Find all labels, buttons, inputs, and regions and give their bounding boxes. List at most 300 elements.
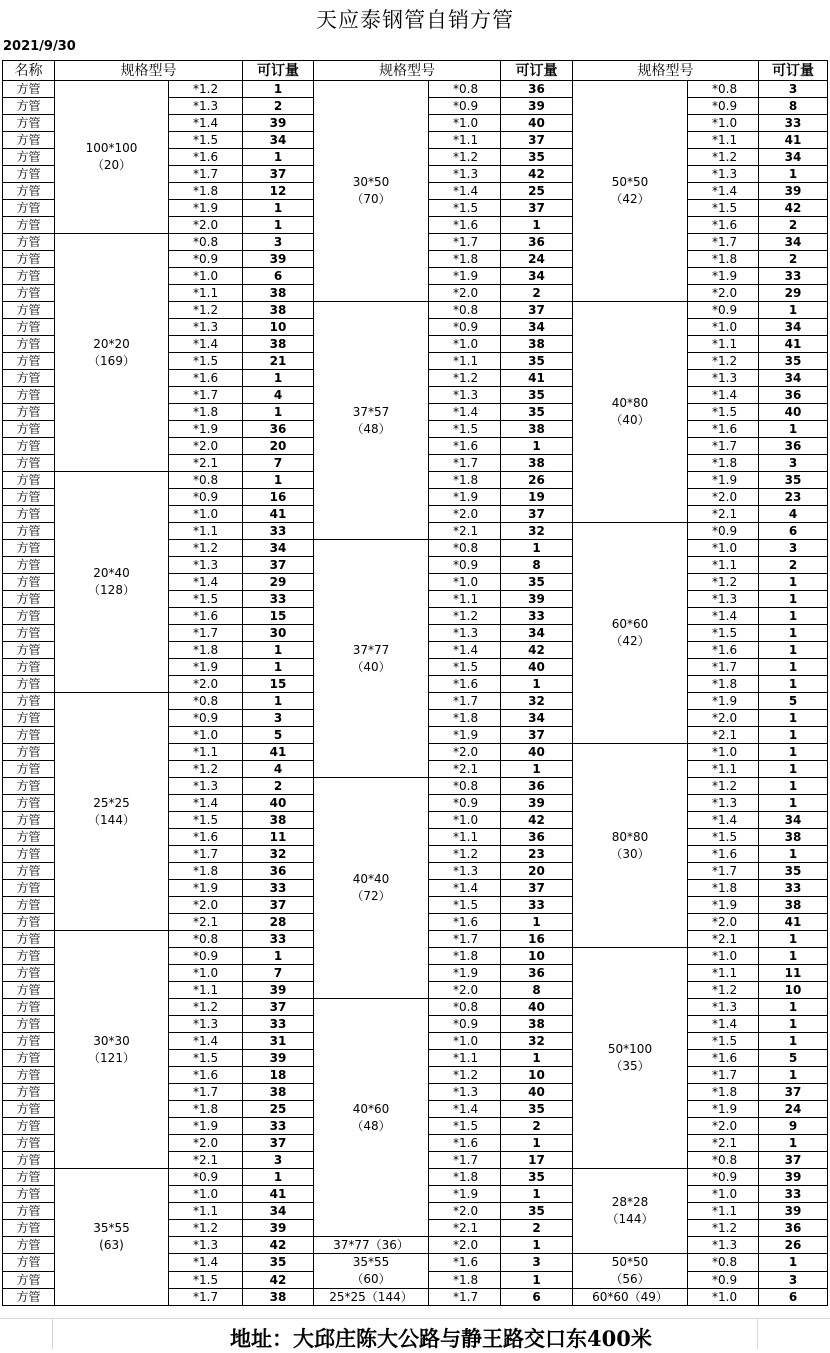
wall-thickness-cell: *2.0	[169, 676, 243, 693]
wall-thickness-cell: *1.7	[429, 234, 501, 251]
wall-thickness-cell: *2.1	[688, 931, 759, 948]
sheet-date: 2021/9/30	[3, 39, 76, 54]
name-cell: 方管	[3, 166, 55, 183]
qty-cell: 40	[759, 404, 828, 421]
footer-gridline	[757, 1319, 758, 1349]
qty-cell: 33	[759, 1186, 828, 1203]
qty-cell: 34	[759, 149, 828, 166]
qty-cell: 1	[501, 438, 573, 455]
wall-thickness-cell: *1.4	[429, 183, 501, 200]
wall-thickness-cell: *1.6	[688, 642, 759, 659]
wall-thickness-cell: *1.1	[169, 744, 243, 761]
qty-cell: 2	[759, 557, 828, 574]
size-count: （40）	[351, 659, 391, 674]
qty-cell: 38	[243, 302, 314, 319]
name-cell: 方管	[3, 1203, 55, 1220]
inventory-table	[2, 60, 828, 1306]
qty-cell: 1	[243, 404, 314, 421]
size-label: 30*30	[93, 1033, 130, 1048]
qty-cell: 38	[243, 336, 314, 353]
qty-cell: 37	[501, 302, 573, 319]
qty-cell: 39	[243, 1050, 314, 1067]
name-cell: 方管	[3, 948, 55, 965]
wall-thickness-cell: *1.8	[169, 183, 243, 200]
qty-cell: 33	[243, 880, 314, 897]
wall-thickness-cell: *1.5	[688, 1033, 759, 1050]
size-count: (63)	[99, 1238, 124, 1252]
size-label: 40*40	[352, 872, 390, 886]
name-cell: 方管	[3, 1152, 55, 1169]
wall-thickness-cell: *1.6	[169, 370, 243, 387]
wall-thickness-cell: *1.0	[688, 948, 759, 965]
wall-thickness-cell: *1.5	[169, 812, 243, 829]
wall-thickness-cell: *1.5	[429, 897, 501, 914]
qty-cell: 10	[759, 982, 828, 999]
qty-cell: 42	[759, 200, 828, 217]
wall-thickness-cell: *1.4	[688, 1016, 759, 1033]
size-label: 20*20	[93, 336, 130, 351]
wall-thickness-cell: *1.2	[688, 574, 759, 591]
name-cell: 方管	[3, 1237, 55, 1254]
size-cell	[55, 693, 169, 931]
qty-cell: 30	[243, 625, 314, 642]
qty-cell: 33	[759, 880, 828, 897]
qty-cell: 1	[501, 1271, 573, 1289]
address-text: 地址：大邱庄陈大公路与静王路交口东400米	[230, 1326, 652, 1351]
wall-thickness-cell: *1.9	[169, 1118, 243, 1135]
wall-thickness-cell: *2.0	[169, 1135, 243, 1152]
qty-cell: 35	[501, 1203, 573, 1220]
wall-thickness-cell: *1.8	[429, 251, 501, 268]
qty-cell: 1	[243, 1169, 314, 1186]
qty-cell: 1	[759, 778, 828, 795]
wall-thickness-cell: *1.8	[429, 710, 501, 727]
name-cell: 方管	[3, 234, 55, 251]
qty-cell: 2	[243, 778, 314, 795]
qty-cell: 35	[759, 472, 828, 489]
name-cell: 方管	[3, 217, 55, 234]
wall-thickness-cell: *1.5	[169, 1050, 243, 1067]
qty-cell: 37	[243, 999, 314, 1016]
wall-thickness-cell: *0.9	[429, 557, 501, 574]
footer-gridline	[52, 1319, 53, 1349]
size-cell	[573, 744, 688, 948]
qty-cell: 35	[243, 1254, 314, 1272]
qty-cell: 37	[501, 727, 573, 744]
qty-cell: 36	[243, 863, 314, 880]
wall-thickness-cell: *0.9	[688, 302, 759, 319]
qty-cell: 26	[759, 1237, 828, 1254]
wall-thickness-cell: *1.6	[688, 846, 759, 863]
name-cell: 方管	[3, 268, 55, 285]
size-cell	[573, 1254, 688, 1289]
qty-cell: 1	[759, 744, 828, 761]
wall-thickness-cell: *1.8	[429, 1271, 501, 1289]
qty-cell: 33	[759, 115, 828, 132]
size-cell	[314, 1254, 429, 1289]
qty-cell: 1	[501, 761, 573, 778]
qty-cell: 33	[759, 268, 828, 285]
name-cell: 方管	[3, 999, 55, 1016]
name-cell: 方管	[3, 370, 55, 387]
wall-thickness-cell: *1.1	[688, 1203, 759, 1220]
qty-cell: 42	[501, 812, 573, 829]
wall-thickness-cell: *2.0	[429, 1203, 501, 1220]
wall-thickness-cell: *0.8	[169, 693, 243, 710]
wall-thickness-cell: *1.3	[169, 1237, 243, 1254]
qty-cell: 4	[759, 506, 828, 523]
size-label: 50*100	[607, 1042, 653, 1056]
size-count: （144）	[88, 812, 135, 827]
name-cell: 方管	[3, 285, 55, 302]
wall-thickness-cell: *1.1	[169, 1203, 243, 1220]
qty-cell: 39	[759, 1203, 828, 1220]
wall-thickness-cell: *1.7	[169, 1084, 243, 1101]
wall-thickness-cell: *1.4	[429, 404, 501, 421]
qty-cell: 35	[759, 863, 828, 880]
qty-cell: 1	[759, 676, 828, 693]
wall-thickness-cell: *1.8	[688, 676, 759, 693]
name-cell: 方管	[3, 506, 55, 523]
qty-cell: 33	[243, 591, 314, 608]
size-label: 80*80	[611, 829, 649, 844]
inventory-table-body	[3, 61, 828, 1306]
size-count: （20）	[91, 158, 132, 172]
qty-cell: 37	[501, 506, 573, 523]
qty-cell: 32	[501, 1033, 573, 1050]
qty-cell: 5	[243, 727, 314, 744]
wall-thickness-cell: *0.8	[688, 81, 759, 98]
name-cell: 方管	[3, 132, 55, 149]
name-cell: 方管	[3, 914, 55, 931]
name-cell: 方管	[3, 557, 55, 574]
wall-thickness-cell: *2.0	[688, 285, 759, 302]
wall-thickness-cell: *1.9	[169, 421, 243, 438]
qty-cell: 34	[501, 268, 573, 285]
wall-thickness-cell: *1.4	[169, 574, 243, 591]
wall-thickness-cell: *1.6	[429, 914, 501, 931]
size-label: 37*77	[352, 642, 390, 657]
qty-cell: 1	[759, 1033, 828, 1050]
name-cell: 方管	[3, 761, 55, 778]
qty-cell: 24	[759, 1101, 828, 1118]
table-row	[3, 81, 828, 98]
qty-cell: 1	[759, 608, 828, 625]
qty-cell: 2	[501, 1118, 573, 1135]
wall-thickness-cell: *2.0	[688, 914, 759, 931]
name-cell: 方管	[3, 625, 55, 642]
wall-thickness-cell: *2.1	[169, 1152, 243, 1169]
wall-thickness-cell: *0.9	[429, 319, 501, 336]
qty-cell: 34	[759, 234, 828, 251]
size-count: （70）	[351, 192, 391, 206]
wall-thickness-cell: *1.9	[429, 489, 501, 506]
name-cell: 方管	[3, 1118, 55, 1135]
name-cell: 方管	[3, 1084, 55, 1101]
qty-cell: 38	[243, 1084, 314, 1101]
wall-thickness-cell: *1.7	[429, 1152, 501, 1169]
wall-thickness-cell: *0.8	[169, 234, 243, 251]
qty-cell: 1	[759, 625, 828, 642]
wall-thickness-cell: *1.5	[429, 200, 501, 217]
wall-thickness-cell: *1.1	[429, 132, 501, 149]
qty-cell: 34	[243, 1203, 314, 1220]
wall-thickness-cell: *0.9	[429, 98, 501, 115]
size-cell	[573, 523, 688, 744]
size-cell	[573, 1169, 688, 1254]
qty-cell: 40	[501, 115, 573, 132]
size-count: （48）	[351, 421, 391, 436]
wall-thickness-cell: *1.2	[429, 149, 501, 166]
name-cell: 方管	[3, 1186, 55, 1203]
size-label: 25*25（144）	[329, 1290, 413, 1304]
spec-header: 规格型号	[55, 61, 243, 81]
size-label: 30*50	[352, 175, 390, 189]
qty-cell: 8	[759, 98, 828, 115]
qty-cell: 9	[759, 1118, 828, 1135]
wall-thickness-cell: *0.8	[429, 302, 501, 319]
qty-cell: 2	[501, 1220, 573, 1237]
wall-thickness-cell: *1.7	[429, 931, 501, 948]
name-cell: 方管	[3, 319, 55, 336]
qty-cell: 3	[759, 1271, 828, 1289]
qty-cell: 1	[759, 659, 828, 676]
wall-thickness-cell: *1.4	[169, 336, 243, 353]
name-cell: 方管	[3, 744, 55, 761]
qty-cell: 33	[243, 523, 314, 540]
qty-cell: 39	[243, 1220, 314, 1237]
qty-cell: 8	[501, 982, 573, 999]
wall-thickness-cell: *1.0	[169, 506, 243, 523]
qty-cell: 37	[759, 1084, 828, 1101]
wall-thickness-cell: *1.2	[429, 608, 501, 625]
qty-cell: 1	[501, 676, 573, 693]
wall-thickness-cell: *1.8	[429, 948, 501, 965]
qty-cell: 42	[501, 642, 573, 659]
name-cell: 方管	[3, 1050, 55, 1067]
qty-cell: 38	[501, 1016, 573, 1033]
wall-thickness-cell: *1.3	[429, 387, 501, 404]
wall-thickness-cell: *1.8	[429, 472, 501, 489]
qty-cell: 40	[501, 744, 573, 761]
wall-thickness-cell: *1.1	[169, 982, 243, 999]
qty-cell: 1	[759, 710, 828, 727]
qty-cell: 41	[243, 1186, 314, 1203]
qty-cell: 25	[501, 183, 573, 200]
wall-thickness-cell: *1.7	[169, 166, 243, 183]
qty-cell: 38	[759, 829, 828, 846]
qty-cell: 3	[243, 234, 314, 251]
qty-cell: 21	[243, 353, 314, 370]
qty-cell: 37	[243, 166, 314, 183]
qty-cell: 36	[501, 234, 573, 251]
qty-cell: 18	[243, 1067, 314, 1084]
name-cell: 方管	[3, 387, 55, 404]
wall-thickness-cell: *1.1	[429, 1050, 501, 1067]
wall-thickness-cell: *1.2	[429, 846, 501, 863]
name-cell: 方管	[3, 421, 55, 438]
qty-cell: 39	[501, 98, 573, 115]
qty-cell: 35	[501, 1101, 573, 1118]
qty-cell: 29	[243, 574, 314, 591]
wall-thickness-cell: *1.9	[688, 472, 759, 489]
wall-thickness-cell: *2.0	[688, 710, 759, 727]
name-cell: 方管	[3, 574, 55, 591]
qty-cell: 28	[243, 914, 314, 931]
name-cell: 方管	[3, 897, 55, 914]
name-cell: 方管	[3, 1067, 55, 1084]
name-cell: 方管	[3, 676, 55, 693]
wall-thickness-cell: *1.7	[688, 863, 759, 880]
wall-thickness-cell: *2.1	[688, 727, 759, 744]
wall-thickness-cell: *1.5	[169, 591, 243, 608]
qty-cell: 20	[243, 438, 314, 455]
qty-cell: 4	[243, 761, 314, 778]
qty-cell: 1	[759, 166, 828, 183]
wall-thickness-cell: *1.5	[169, 1271, 243, 1289]
qty-cell: 34	[243, 132, 314, 149]
name-cell: 方管	[3, 965, 55, 982]
size-label: 60*60（49）	[592, 1290, 668, 1304]
qty-cell: 37	[243, 557, 314, 574]
wall-thickness-cell: *0.8	[169, 931, 243, 948]
qty-cell: 36	[759, 387, 828, 404]
qty-cell: 10	[501, 1067, 573, 1084]
wall-thickness-cell: *1.7	[429, 1289, 501, 1306]
address-footer	[0, 1318, 830, 1349]
qty-header: 可订量	[759, 61, 828, 81]
qty-cell: 32	[501, 693, 573, 710]
size-cell	[573, 302, 688, 523]
qty-cell: 1	[243, 370, 314, 387]
qty-cell: 39	[501, 591, 573, 608]
qty-cell: 1	[759, 1135, 828, 1152]
wall-thickness-cell: *1.2	[169, 81, 243, 98]
name-cell: 方管	[3, 200, 55, 217]
wall-thickness-cell: *1.3	[688, 370, 759, 387]
wall-thickness-cell: *1.0	[688, 1289, 759, 1306]
qty-cell: 1	[759, 1254, 828, 1272]
qty-cell: 1	[501, 1186, 573, 1203]
wall-thickness-cell: *1.4	[688, 387, 759, 404]
wall-thickness-cell: *1.7	[688, 438, 759, 455]
size-label: 37*57	[352, 404, 390, 419]
qty-cell: 32	[501, 523, 573, 540]
wall-thickness-cell: *0.9	[688, 1169, 759, 1186]
name-cell: 方管	[3, 727, 55, 744]
wall-thickness-cell: *1.0	[169, 727, 243, 744]
wall-thickness-cell: *1.3	[429, 625, 501, 642]
qty-cell: 39	[243, 251, 314, 268]
qty-cell: 1	[759, 1016, 828, 1033]
qty-cell: 34	[501, 319, 573, 336]
name-cell: 方管	[3, 880, 55, 897]
wall-thickness-cell: *0.8	[429, 778, 501, 795]
wall-thickness-cell: *1.6	[169, 608, 243, 625]
wall-thickness-cell: *0.8	[688, 1152, 759, 1169]
qty-cell: 35	[501, 387, 573, 404]
name-cell: 方管	[3, 812, 55, 829]
wall-thickness-cell: *1.2	[169, 999, 243, 1016]
qty-cell: 1	[243, 642, 314, 659]
wall-thickness-cell: *1.0	[429, 336, 501, 353]
qty-cell: 23	[759, 489, 828, 506]
name-cell: 方管	[3, 982, 55, 999]
wall-thickness-cell: *1.2	[688, 982, 759, 999]
qty-cell: 42	[243, 1237, 314, 1254]
qty-cell: 10	[501, 948, 573, 965]
wall-thickness-cell: *1.1	[169, 285, 243, 302]
wall-thickness-cell: *1.9	[429, 727, 501, 744]
wall-thickness-cell: *1.7	[429, 693, 501, 710]
qty-cell: 1	[243, 948, 314, 965]
wall-thickness-cell: *1.1	[429, 591, 501, 608]
wall-thickness-cell: *1.7	[169, 1289, 243, 1306]
qty-cell: 15	[243, 608, 314, 625]
wall-thickness-cell: *1.9	[688, 897, 759, 914]
qty-cell: 6	[759, 523, 828, 540]
name-cell: 方管	[3, 404, 55, 421]
spec-header: 规格型号	[314, 61, 501, 81]
size-cell	[573, 948, 688, 1169]
qty-cell: 36	[501, 829, 573, 846]
size-cell	[55, 1169, 169, 1306]
wall-thickness-cell: *2.1	[169, 914, 243, 931]
qty-cell: 6	[501, 1289, 573, 1306]
sheet-title: 天应泰钢管自销方管	[316, 8, 514, 32]
size-count: （30）	[610, 846, 650, 861]
name-cell: 方管	[3, 489, 55, 506]
wall-thickness-cell: *1.0	[169, 268, 243, 285]
size-label: 37*77（36）	[333, 1238, 409, 1252]
qty-cell: 10	[243, 319, 314, 336]
qty-cell: 24	[501, 251, 573, 268]
qty-cell: 34	[501, 625, 573, 642]
qty-cell: 1	[243, 217, 314, 234]
size-label: 40*80	[611, 396, 649, 410]
wall-thickness-cell: *1.6	[429, 217, 501, 234]
wall-thickness-cell: *1.3	[169, 778, 243, 795]
wall-thickness-cell: *2.0	[688, 1118, 759, 1135]
qty-cell: 1	[759, 761, 828, 778]
qty-cell: 36	[759, 1220, 828, 1237]
qty-cell: 1	[759, 948, 828, 965]
qty-cell: 41	[759, 132, 828, 149]
wall-thickness-cell: *1.6	[169, 1067, 243, 1084]
wall-thickness-cell: *1.2	[169, 540, 243, 557]
qty-cell: 34	[759, 370, 828, 387]
wall-thickness-cell: *1.4	[429, 880, 501, 897]
name-cell: 方管	[3, 710, 55, 727]
wall-thickness-cell: *1.8	[688, 1084, 759, 1101]
wall-thickness-cell: *1.5	[688, 625, 759, 642]
size-cell	[55, 931, 169, 1169]
wall-thickness-cell: *1.3	[688, 999, 759, 1016]
qty-cell: 36	[501, 81, 573, 98]
wall-thickness-cell: *2.0	[169, 217, 243, 234]
qty-cell: 38	[243, 1289, 314, 1306]
qty-cell: 12	[243, 183, 314, 200]
size-count: （72）	[351, 889, 391, 903]
wall-thickness-cell: *1.9	[169, 880, 243, 897]
wall-thickness-cell: *1.7	[688, 1067, 759, 1084]
wall-thickness-cell: *1.3	[169, 1016, 243, 1033]
qty-cell: 1	[759, 591, 828, 608]
qty-cell: 11	[759, 965, 828, 982]
wall-thickness-cell: *1.0	[688, 540, 759, 557]
wall-thickness-cell: *1.3	[429, 166, 501, 183]
name-cell: 方管	[3, 98, 55, 115]
